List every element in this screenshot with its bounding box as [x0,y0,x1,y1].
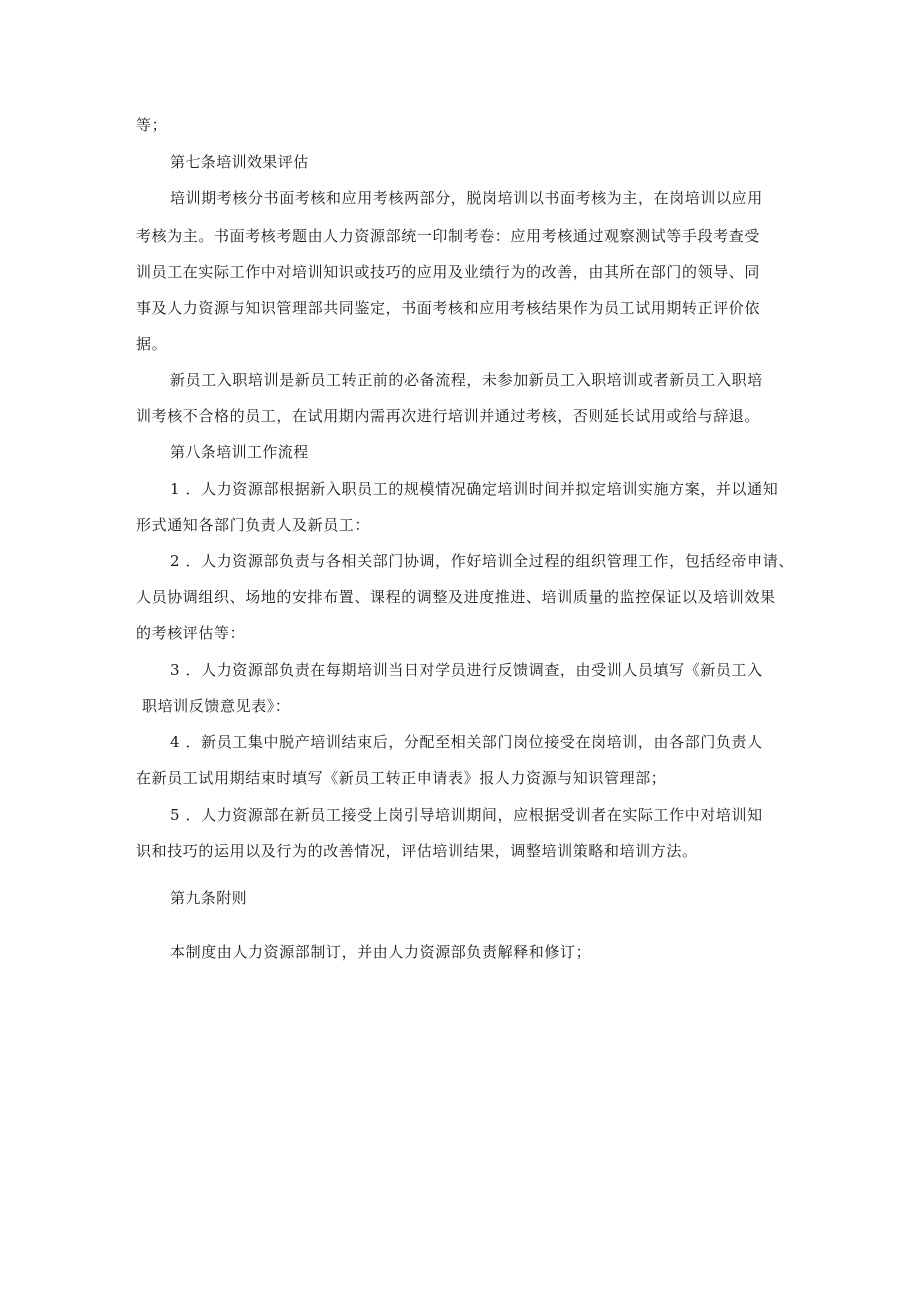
article7-heading: 第七条培训效果评估 [170,153,309,171]
continuation-text: 等； [136,116,168,134]
article8-item-line: 在新员工试用期结束时填写《新员工转正申请表》报人力资源与知识管理部； [136,769,667,787]
article9-para: 本制度由人力资源部制订，并由人力资源部负责解释和修订； [170,943,592,961]
article8-item-line: 2 ．人力资源部负责与各相关部门协调，作好培训全过程的组织管理工作，包括经帝申请、 [170,552,794,570]
article8-item-line: 形式通知各部门负责人及新员工： [136,516,371,534]
article8-item-line: 1 ．人力资源部根据新入职员工的规模情况确定培训时间并拟定培训实施方案，并以通知 [170,480,779,498]
article8-item-line: 4 ．新员工集中脱产培训结束后，分配至相关部门岗位接受在岗培训，由各部门负责人 [170,733,763,751]
article7-para1-line: 训员工在实际工作中对培训知识或技巧的应用及业绩行为的改善，由其所在部门的领导、同 [136,263,761,281]
article7-para2-line: 新员工入职培训是新员工转正前的必备流程，未参加新员工入职培训或者新员工入职培 [170,371,763,389]
article7-para1-line: 考核为主。书面考核考题由人力资源部统一印制考卷：应用考核通过观察测试等手段考查受 [136,227,761,245]
article7-para1-line: 培训期考核分书面考核和应用考核两部分，脱岗培训以书面考核为主，在岗培训以应用 [170,189,763,207]
article9-heading: 第九条附则 [170,889,248,907]
article7-para2-line: 训考核不合格的员工，在试用期内需再次进行培训并通过考核，否则延长试用或给与辞退。 [136,407,761,425]
article7-para1-line: 事及人力资源与知识管理部共同鉴定，书面考核和应用考核结果作为员工试用期转正评价依 [136,299,761,317]
article8-item-line: 识和技巧的运用以及行为的改善情况，评估培训结果，调整培训策略和培训方法。 [136,842,698,860]
article8-item-line: 的考核评估等： [136,624,246,642]
article8-item-line: 3 ．人力资源部负责在每期培训当日对学员进行反馈调查，由受训人员填写《新员工入 [170,661,763,679]
article8-heading: 第八条培训工作流程 [170,443,309,461]
article8-item-line: 人员协调组织、场地的安排布置、课程的调整及进度推进、培训质量的监控保证以及培训效果 [136,588,776,606]
article8-item-line: 职培训反馈意见表》： [142,697,291,715]
article7-para1-line: 据。 [136,335,168,353]
article8-item-line: 5 ．人力资源部在新员工接受上岗引导培训期间，应根据受训者在实际工作中对培训知 [170,806,763,824]
